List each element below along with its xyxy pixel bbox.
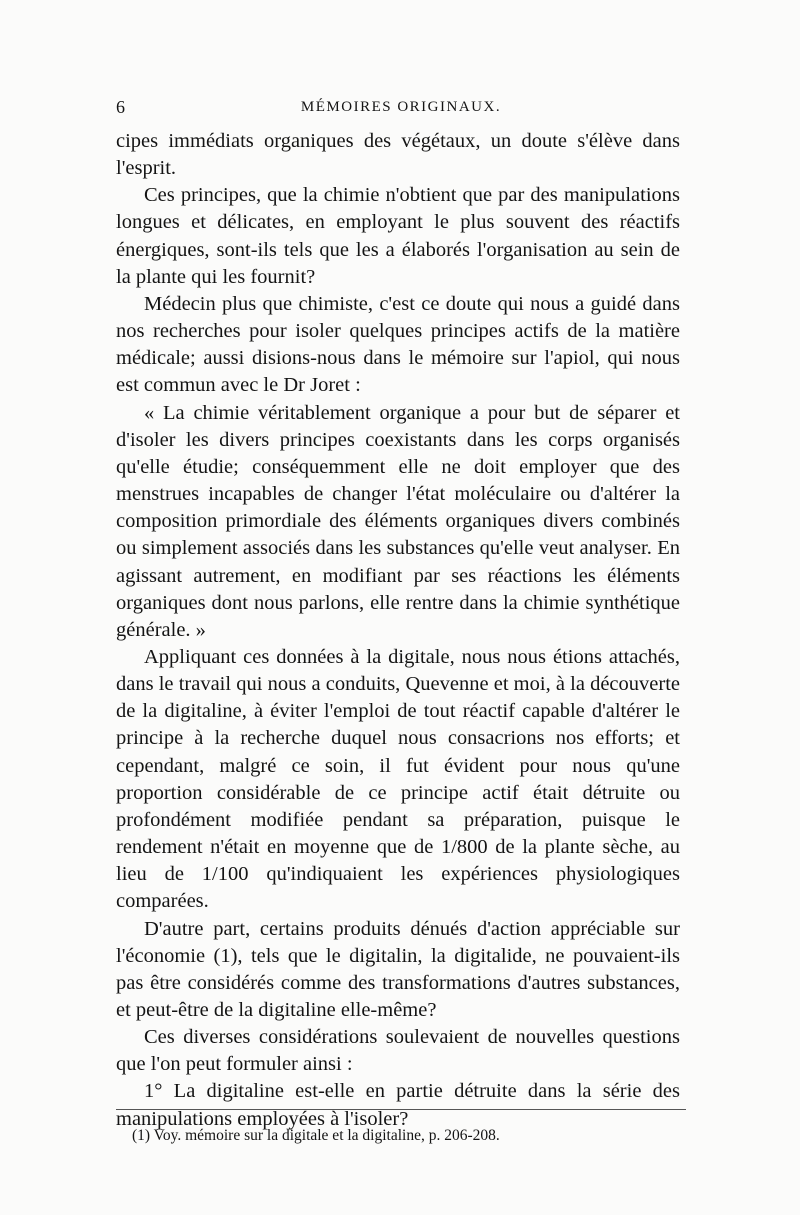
- paragraph-medecin: Médecin plus que chimiste, c'est ce doute qui nous a guidé dans nos recherches pour isoler quelques principes actifs de la matière médicale; aussi disions-nous dans le mémoire sur l'apiol, qui nous est commun avec le Dr Joret :: [116, 292, 680, 397]
- footnote-rule: [116, 1109, 686, 1110]
- running-head: MÉMOIRES ORIGINAUX.: [300, 99, 502, 115]
- paragraph-question-1: 1° La digitaline est-elle en partie détruite dans la série des manipulations employées à l'isoler?: [116, 1080, 680, 1130]
- page-header: [116, 97, 686, 125]
- page-number: 6: [116, 97, 125, 117]
- page-body: [116, 128, 680, 1133]
- paragraph-continuation: cipes immédiats organiques des végétaux, un doute s'élève dans l'esprit.: [116, 130, 680, 180]
- paragraph-appliquant: Appliquant ces données à la digitale, nous nous étions attachés, dans le travail qui nous a conduits, Quevenne et moi, à la découverte de la digitaline, à éviter l'emploi de tout réactif capable d'altérer le principe à la recherche duquel nous consacrions nos efforts; et cependant, malgré ce soin, il fut évident pour nous qu'une proportion considérable de ce principe actif était détruite ou profondément modifiée pendant sa préparation, puisque le rendement n'était en moyenne que de 1/800 de la plante sèche, au lieu de 1/100 qu'indiquaient les expériences physiologiques comparées.: [116, 645, 680, 913]
- paragraph-quotation: « La chimie véritablement organique a pour but de séparer et d'isoler les divers principes coexistants dans les corps organisés qu'elle étudie; conséquemment elle ne doit employer que des menstrues incapables de changer l'état moléculaire ou d'altérer la composition primordiale des éléments organiques divers combinés ou simplement associés dans les substances qu'elle veut analyser. En agissant autrement, en modifiant par ses réactions les éléments organiques dont nous parlons, elle rentre dans la chimie synthétique générale. »: [116, 401, 680, 641]
- paragraph-considerations: Ces diverses considérations soulevaient de nouvelles questions que l'on peut formuler ainsi :: [116, 1026, 680, 1076]
- paragraph-autre-part: D'autre part, certains produits dénués d'action appréciable sur l'économie (1), tels que le digitalin, la digitalide, ne pouvaient-ils pas être considérés comme des transformations d'autres substances, et peut-être de la digitaline elle-même?: [116, 917, 680, 1021]
- paragraph-principes: Ces principes, que la chimie n'obtient que par des manipulations longues et délicates, en employant le plus souvent des réactifs énergiques, sont-ils tels que les a élaborés l'organisation au sein de la plante qui les fournit?: [116, 184, 680, 288]
- footnote: (1) Voy. mémoire sur la digitale et la digitaline, p. 206-208.: [132, 1127, 500, 1144]
